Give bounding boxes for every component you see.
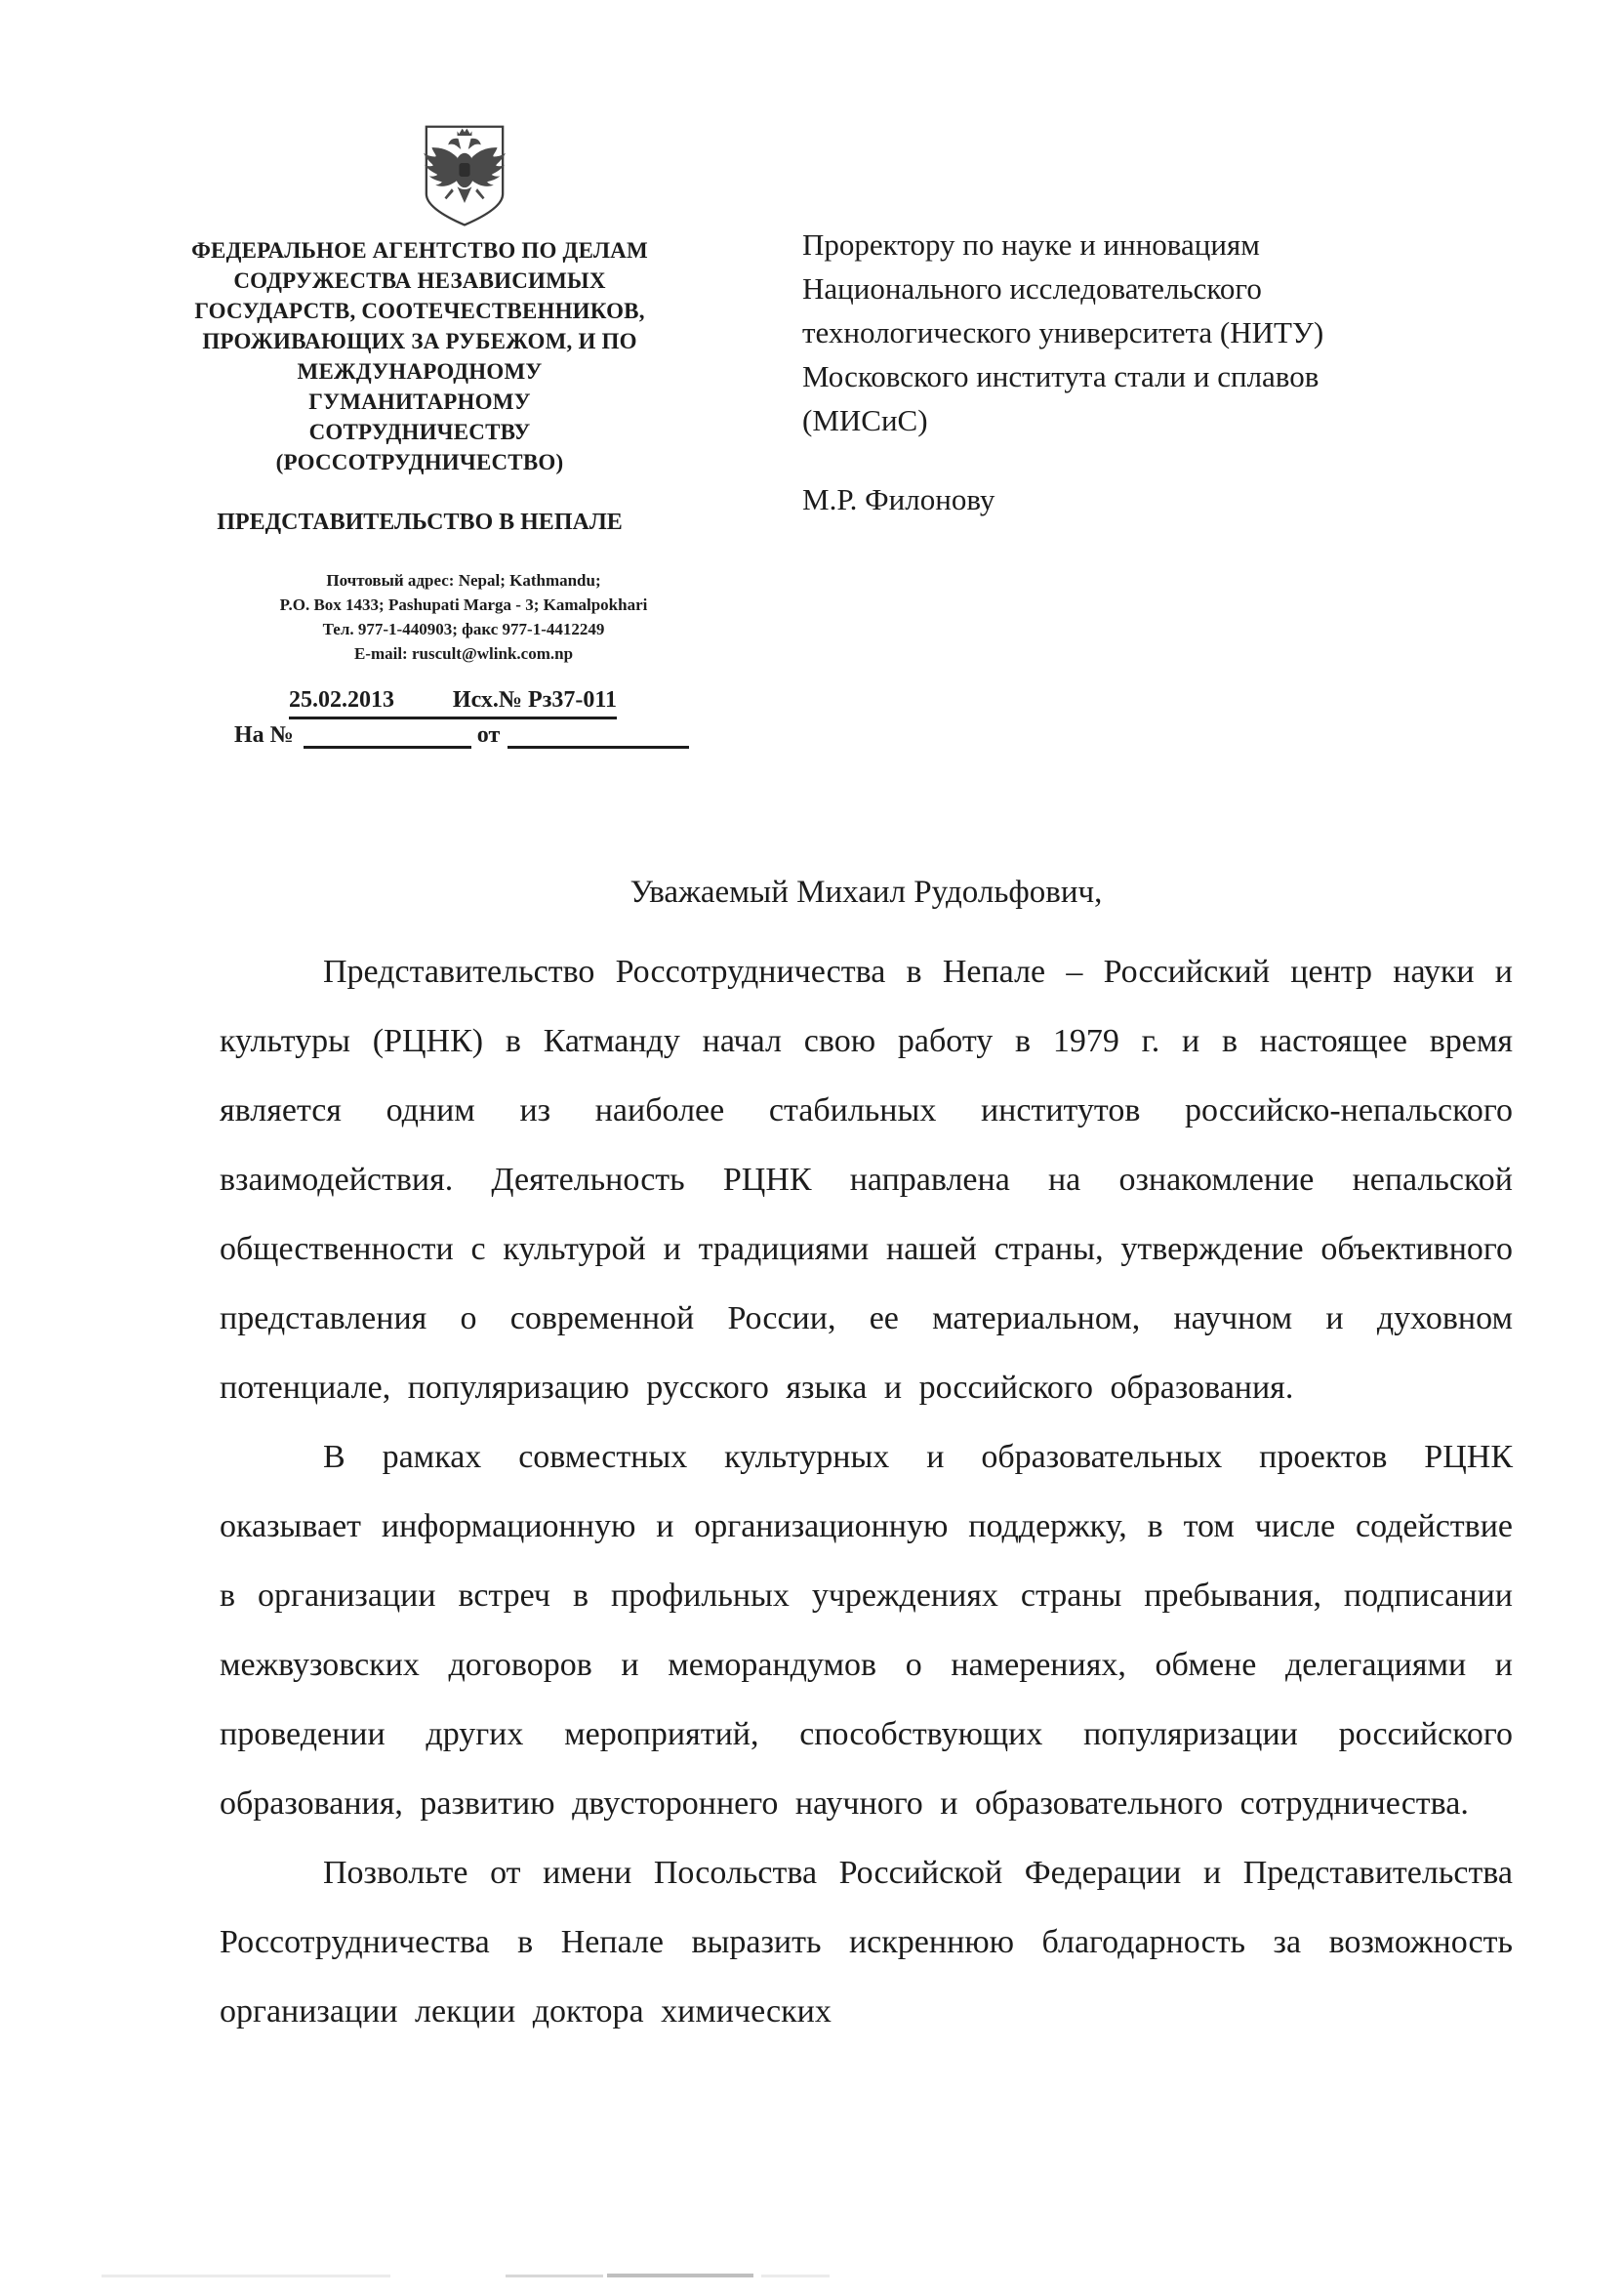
letter-body	[220, 937, 1513, 2046]
paragraph: Представительство Россотрудничества в Непале – Российский центр науки и культуры (РЦНК) в Катманду начал свою работу в 1979 г. и в настоящее время является одним из наиболее стабильных институтов российско-непальского взаимодействия. Деятельность РЦНК направлена на ознакомление непальской общественности с культурой и традициями нашей страны, утверждение объективного представления о современной России, ее материальном, научном и духовном потенциале, популяризацию русского языка и российского образования.	[220, 954, 1513, 1406]
addressee-line: Московского института стали и сплавов	[802, 359, 1320, 393]
addressee-name: М.Р. Филонову	[802, 482, 995, 516]
reply-date-blank	[508, 722, 689, 749]
address-line: E-mail: ruscult@wlink.com.np	[353, 644, 574, 663]
agency-line: ФЕДЕРАЛЬНОЕ АГЕНТСТВО ПО ДЕЛАМ	[191, 238, 648, 263]
scan-artifact	[102, 2275, 390, 2277]
scan-artifact	[607, 2274, 753, 2277]
scan-artifact	[761, 2275, 830, 2277]
agency-line: МЕЖДУНАРОДНОМУ	[297, 359, 543, 384]
addressee-line: (МИСиС)	[802, 403, 928, 437]
reply-number-label: На №	[234, 722, 294, 748]
russian-coat-of-arms-icon	[418, 123, 511, 230]
agency-line: СОТРУДНИЧЕСТВУ	[308, 420, 531, 444]
reference-line	[289, 687, 617, 719]
agency-line: СОДРУЖЕСТВА НЕЗАВИСИМЫХ	[233, 268, 606, 293]
postal-address-block	[171, 568, 756, 666]
reply-date-label: от	[476, 722, 501, 748]
address-line: Тел. 977-1-440903; факс 977-1-4412249	[322, 620, 605, 638]
addressee-line: Национального исследовательского	[802, 271, 1262, 306]
agency-line: (РОССОТРУДНИЧЕСТВО)	[275, 450, 564, 474]
addressee-line: Проректору по науке и инновациям	[802, 227, 1260, 262]
address-line: Почтовый адрес: Nepal; Kathmandu;	[326, 571, 601, 590]
paragraph: Позвольте от имени Посольства Российской Федерации и Представительства Россотрудничества в Непале выразить искреннюю благодарность за возможность организации лекции доктора химических	[220, 1855, 1513, 2030]
salutation: Уважаемый Михаил Рудольфович,	[629, 875, 1103, 910]
office-title: ПРЕДСТАВИТЕЛЬСТВО В НЕПАЛЕ	[217, 510, 623, 535]
agency-line: ГОСУДАРСТВ, СООТЕЧЕСТВЕННИКОВ,	[194, 299, 645, 323]
agency-name-block	[137, 235, 703, 477]
address-line: P.O. Box 1433; Pashupati Marga - 3; Kamalpokhari	[279, 595, 648, 614]
reply-number-blank	[304, 722, 471, 749]
addressee-block	[802, 223, 1485, 442]
agency-line: ПРОЖИВАЮЩИХ ЗА РУБЕЖОМ, И ПО	[202, 329, 637, 353]
paragraph: В рамках совместных культурных и образовательных проектов РЦНК оказывает информационную и организационную поддержку, в том числе содействие в организации встреч в профильных учреждениях страны пребывания, подписании межвузовских договоров и меморандумов о намерениях, обмене делегациями и проведении других мероприятий, способствующих популяризации российского образования, развитию двустороннего научного и образовательного сотрудничества.	[220, 1439, 1513, 1822]
addressee-line: технологического университета (НИТУ)	[802, 315, 1324, 349]
letter-date: 25.02.2013	[289, 687, 394, 713]
reply-reference-line	[234, 722, 693, 749]
agency-line: ГУМАНИТАРНОМУ	[308, 390, 531, 414]
outgoing-number: Исх.№ Рз37-011	[452, 687, 617, 713]
scan-artifact	[506, 2275, 603, 2277]
